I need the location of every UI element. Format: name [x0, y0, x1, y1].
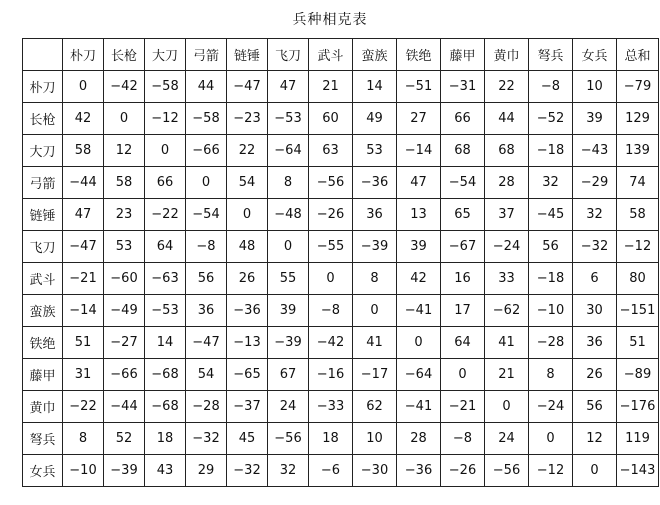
table-cell: 56	[186, 263, 227, 295]
table-cell: −54	[186, 199, 227, 231]
table-cell: 37	[485, 199, 529, 231]
table-cell: −8	[309, 295, 353, 327]
table-cell: −24	[529, 391, 573, 423]
table-cell: −8	[441, 423, 485, 455]
table-cell: 45	[227, 423, 268, 455]
table-cell: 29	[186, 455, 227, 487]
table-cell: 27	[397, 103, 441, 135]
table-cell: 17	[441, 295, 485, 327]
table-cell: 58	[104, 167, 145, 199]
table-cell: 6	[573, 263, 617, 295]
table-cell: 51	[63, 327, 104, 359]
column-header: 铁绝	[397, 39, 441, 71]
table-cell: −31	[441, 71, 485, 103]
row-header: 铁绝	[23, 327, 63, 359]
table-cell: 43	[145, 455, 186, 487]
table-cell: 65	[441, 199, 485, 231]
table-cell: −22	[145, 199, 186, 231]
table-cell: −22	[63, 391, 104, 423]
table-cell: −8	[529, 71, 573, 103]
table-cell: −58	[145, 71, 186, 103]
table-row	[23, 103, 659, 135]
column-header: 弩兵	[529, 39, 573, 71]
table-cell: −66	[186, 135, 227, 167]
column-header: 黄巾	[485, 39, 529, 71]
table-cell: −17	[353, 359, 397, 391]
table-cell: −39	[353, 231, 397, 263]
table-cell: 54	[227, 167, 268, 199]
table-cell: −62	[485, 295, 529, 327]
table-cell: 0	[309, 263, 353, 295]
column-header: 女兵	[573, 39, 617, 71]
table-cell: 26	[573, 359, 617, 391]
table-cell: −41	[397, 295, 441, 327]
table-cell: 56	[573, 391, 617, 423]
table-cell: 22	[485, 71, 529, 103]
table-cell: −51	[397, 71, 441, 103]
table-cell: −45	[529, 199, 573, 231]
table-cell: −49	[104, 295, 145, 327]
table-cell: 63	[309, 135, 353, 167]
counter-table	[22, 38, 659, 487]
table-cell: 0	[227, 199, 268, 231]
row-header: 藤甲	[23, 359, 63, 391]
table-cell: −56	[268, 423, 309, 455]
table-cell: 52	[104, 423, 145, 455]
table-cell: −55	[309, 231, 353, 263]
table-row	[23, 423, 659, 455]
table-cell: −36	[353, 167, 397, 199]
table-cell: −28	[186, 391, 227, 423]
table-cell: 66	[441, 103, 485, 135]
table-cell: 41	[353, 327, 397, 359]
table-cell: −36	[227, 295, 268, 327]
table-cell: 26	[227, 263, 268, 295]
row-header: 飞刀	[23, 231, 63, 263]
table-cell: 12	[104, 135, 145, 167]
table-cell: 42	[63, 103, 104, 135]
table-cell: 32	[529, 167, 573, 199]
table-cell: 53	[104, 231, 145, 263]
table-cell: 44	[485, 103, 529, 135]
table-cell: 23	[104, 199, 145, 231]
table-cell: −151	[617, 295, 659, 327]
row-header: 弓箭	[23, 167, 63, 199]
table-cell: 0	[353, 295, 397, 327]
column-header: 武斗	[309, 39, 353, 71]
table-cell: −8	[186, 231, 227, 263]
table-cell: 119	[617, 423, 659, 455]
table-cell: 24	[268, 391, 309, 423]
table-cell: −48	[268, 199, 309, 231]
table-cell: −56	[485, 455, 529, 487]
table-cell: 0	[397, 327, 441, 359]
table-cell: −32	[227, 455, 268, 487]
table-cell: −32	[186, 423, 227, 455]
table-cell: 42	[397, 263, 441, 295]
table-cell: −37	[227, 391, 268, 423]
table-cell: −67	[441, 231, 485, 263]
table-cell: −64	[268, 135, 309, 167]
table-cell: −30	[353, 455, 397, 487]
table-cell: 64	[441, 327, 485, 359]
table-cell: 32	[573, 199, 617, 231]
table-row	[23, 263, 659, 295]
table-cell: 139	[617, 135, 659, 167]
table-cell: 39	[573, 103, 617, 135]
table-row	[23, 295, 659, 327]
row-header: 链锤	[23, 199, 63, 231]
table-cell: −176	[617, 391, 659, 423]
table-cell: −53	[268, 103, 309, 135]
table-row	[23, 231, 659, 263]
table-cell: −28	[529, 327, 573, 359]
column-header: 朴刀	[63, 39, 104, 71]
table-cell: 0	[145, 135, 186, 167]
row-header: 武斗	[23, 263, 63, 295]
table-row	[23, 455, 659, 487]
table-cell: −12	[529, 455, 573, 487]
column-header: 藤甲	[441, 39, 485, 71]
table-cell: 8	[529, 359, 573, 391]
table-cell: −66	[104, 359, 145, 391]
table-cell: 30	[573, 295, 617, 327]
table-cell: −33	[309, 391, 353, 423]
table-cell: −12	[617, 231, 659, 263]
table-cell: 47	[397, 167, 441, 199]
table-cell: 64	[145, 231, 186, 263]
table-cell: 129	[617, 103, 659, 135]
table-cell: 47	[63, 199, 104, 231]
table-cell: 41	[485, 327, 529, 359]
table-cell: −18	[529, 135, 573, 167]
row-header: 弩兵	[23, 423, 63, 455]
table-cell: 10	[573, 71, 617, 103]
table-cell: −58	[186, 103, 227, 135]
table-row	[23, 391, 659, 423]
table-cell: 32	[268, 455, 309, 487]
table-cell: −26	[441, 455, 485, 487]
table-cell: 68	[485, 135, 529, 167]
table-cell: 36	[186, 295, 227, 327]
table-cell: 39	[268, 295, 309, 327]
table-cell: −43	[573, 135, 617, 167]
table-cell: −36	[397, 455, 441, 487]
table-cell: 58	[63, 135, 104, 167]
table-cell: −44	[63, 167, 104, 199]
table-cell: 44	[186, 71, 227, 103]
table-cell: −56	[309, 167, 353, 199]
table-cell: −13	[227, 327, 268, 359]
table-cell: 55	[268, 263, 309, 295]
table-cell: −68	[145, 391, 186, 423]
table-cell: 48	[227, 231, 268, 263]
corner-cell	[23, 39, 63, 71]
table-cell: 8	[353, 263, 397, 295]
table-cell: −54	[441, 167, 485, 199]
table-cell: −47	[63, 231, 104, 263]
table-cell: −29	[573, 167, 617, 199]
table-cell: −14	[397, 135, 441, 167]
table-cell: −32	[573, 231, 617, 263]
table-cell: 67	[268, 359, 309, 391]
table-cell: −24	[485, 231, 529, 263]
table-row	[23, 71, 659, 103]
table-cell: 18	[309, 423, 353, 455]
table-cell: 0	[529, 423, 573, 455]
table-cell: 49	[353, 103, 397, 135]
table-cell: 18	[145, 423, 186, 455]
table-cell: −39	[268, 327, 309, 359]
table-cell: 13	[397, 199, 441, 231]
table-cell: 28	[397, 423, 441, 455]
column-header: 大刀	[145, 39, 186, 71]
table-cell: −10	[529, 295, 573, 327]
row-header: 女兵	[23, 455, 63, 487]
row-header: 黄巾	[23, 391, 63, 423]
table-cell: −65	[227, 359, 268, 391]
table-cell: 31	[63, 359, 104, 391]
table-cell: −64	[397, 359, 441, 391]
table-cell: 10	[353, 423, 397, 455]
table-cell: −16	[309, 359, 353, 391]
table-cell: 39	[397, 231, 441, 263]
table-cell: 58	[617, 199, 659, 231]
table-cell: −21	[441, 391, 485, 423]
table-cell: 54	[186, 359, 227, 391]
row-header: 朴刀	[23, 71, 63, 103]
row-header: 大刀	[23, 135, 63, 167]
table-cell: 36	[573, 327, 617, 359]
table-cell: 56	[529, 231, 573, 263]
table-row	[23, 167, 659, 199]
table-cell: −47	[227, 71, 268, 103]
table-cell: −44	[104, 391, 145, 423]
table-cell: −79	[617, 71, 659, 103]
column-header: 链锤	[227, 39, 268, 71]
table-cell: 8	[63, 423, 104, 455]
table-row	[23, 199, 659, 231]
table-cell: 74	[617, 167, 659, 199]
table-cell: −41	[397, 391, 441, 423]
table-cell: 0	[186, 167, 227, 199]
table-cell: 14	[145, 327, 186, 359]
table-cell: −143	[617, 455, 659, 487]
table-cell: 0	[104, 103, 145, 135]
table-cell: 12	[573, 423, 617, 455]
table-cell: −10	[63, 455, 104, 487]
table-row	[23, 327, 659, 359]
table-cell: −60	[104, 263, 145, 295]
table-cell: 62	[353, 391, 397, 423]
table-cell: −63	[145, 263, 186, 295]
table-cell: 60	[309, 103, 353, 135]
table-cell: 33	[485, 263, 529, 295]
table-cell: 28	[485, 167, 529, 199]
table-cell: 8	[268, 167, 309, 199]
table-cell: 47	[268, 71, 309, 103]
table-cell: −68	[145, 359, 186, 391]
column-header: 飞刀	[268, 39, 309, 71]
table-cell: 22	[227, 135, 268, 167]
table-row	[23, 359, 659, 391]
table-cell: −53	[145, 295, 186, 327]
column-header: 弓箭	[186, 39, 227, 71]
table-cell: −52	[529, 103, 573, 135]
table-cell: −42	[104, 71, 145, 103]
table-cell: 80	[617, 263, 659, 295]
table-cell: 0	[441, 359, 485, 391]
table-cell: −39	[104, 455, 145, 487]
table-cell: 0	[573, 455, 617, 487]
column-header: 蛮族	[353, 39, 397, 71]
table-cell: 51	[617, 327, 659, 359]
table-cell: 36	[353, 199, 397, 231]
table-cell: 24	[485, 423, 529, 455]
table-cell: −14	[63, 295, 104, 327]
table-cell: 0	[268, 231, 309, 263]
table-cell: −18	[529, 263, 573, 295]
table-cell: 68	[441, 135, 485, 167]
table-cell: 0	[485, 391, 529, 423]
table-cell: 53	[353, 135, 397, 167]
table-cell: −27	[104, 327, 145, 359]
table-cell: −6	[309, 455, 353, 487]
table-cell: −23	[227, 103, 268, 135]
table-title: 兵种相克表	[292, 12, 368, 28]
table-cell: −26	[309, 199, 353, 231]
table-body	[23, 39, 659, 487]
table-cell: 66	[145, 167, 186, 199]
table-cell: 0	[63, 71, 104, 103]
column-header: 长枪	[104, 39, 145, 71]
table-cell: 21	[309, 71, 353, 103]
table-cell: −21	[63, 263, 104, 295]
column-header: 总和	[617, 39, 659, 71]
table-cell: −89	[617, 359, 659, 391]
header-row	[23, 39, 659, 71]
row-header: 蛮族	[23, 295, 63, 327]
table-cell: −47	[186, 327, 227, 359]
table-cell: 14	[353, 71, 397, 103]
row-header: 长枪	[23, 103, 63, 135]
table-cell: −12	[145, 103, 186, 135]
table-cell: −42	[309, 327, 353, 359]
table-cell: 21	[485, 359, 529, 391]
table-row	[23, 135, 659, 167]
table-cell: 16	[441, 263, 485, 295]
